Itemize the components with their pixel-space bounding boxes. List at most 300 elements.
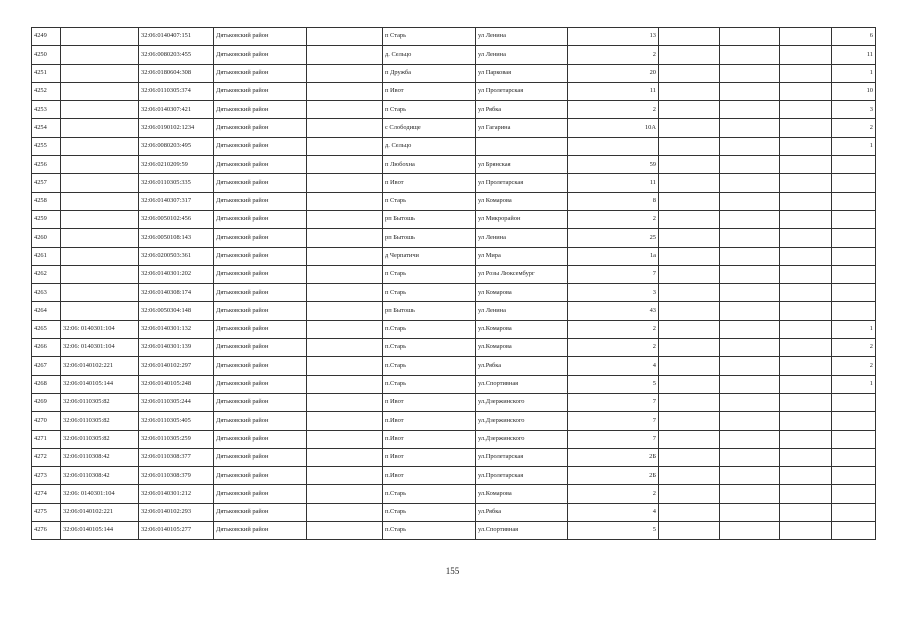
cell-house-number: 2Б [568,448,659,466]
cell-extra [720,485,780,503]
cell-house-number: 2 [568,101,659,119]
cell-cadastral-number: 32:06:0080203:455 [139,46,214,64]
cell-house-number: 7 [568,265,659,283]
cell-parent-cadastral-number [61,210,139,228]
cell-apartment-number [832,210,876,228]
cell-locality: п Любохна [383,156,476,174]
table-row [32,320,876,338]
cell-locality: д Черпатичи [383,247,476,265]
cell-empty [780,156,832,174]
cell-locality: п Старь [383,192,476,210]
cell-cadastral-number: 32:06:0140105:248 [139,375,214,393]
cell-building [659,229,720,247]
cell-apartment-number: 1 [832,64,876,82]
cell-record-number: 4261 [32,247,61,265]
cell-empty [307,448,383,466]
cell-street: ул Ленина [476,229,568,247]
cell-locality: рп Бытошь [383,302,476,320]
cell-house-number: 10А [568,119,659,137]
cell-empty [780,284,832,302]
cell-parent-cadastral-number [61,284,139,302]
cell-cadastral-number: 32:06:0110305:259 [139,430,214,448]
cell-district: Дятьковский район [214,192,307,210]
cell-parent-cadastral-number: 32:06:0110305:82 [61,412,139,430]
cell-street: ул.Пролетарская [476,448,568,466]
cell-street: ул.Спортивная [476,375,568,393]
cell-district: Дятьковский район [214,284,307,302]
cell-empty [307,192,383,210]
cell-empty [780,247,832,265]
cell-apartment-number [832,412,876,430]
cell-district: Дятьковский район [214,174,307,192]
cell-extra [720,522,780,540]
cell-empty [780,339,832,357]
cell-cadastral-number: 32:06:0200503:361 [139,247,214,265]
cell-street: ул Комарова [476,284,568,302]
cell-cadastral-number: 32:06:0140307:317 [139,192,214,210]
cell-record-number: 4258 [32,192,61,210]
cell-apartment-number: 2 [832,357,876,375]
cell-street: ул.Рябка [476,357,568,375]
cell-apartment-number [832,503,876,521]
cell-district: Дятьковский район [214,156,307,174]
cell-apartment-number: 1 [832,320,876,338]
cell-building [659,192,720,210]
cell-apartment-number [832,156,876,174]
cell-house-number: 25 [568,229,659,247]
cell-apartment-number [832,467,876,485]
cell-house-number: 4 [568,503,659,521]
table-row [32,174,876,192]
cell-parent-cadastral-number [61,46,139,64]
cell-building [659,375,720,393]
cell-record-number: 4276 [32,522,61,540]
cell-empty [780,101,832,119]
cell-cadastral-number: 32:06:0140307:421 [139,101,214,119]
cell-cadastral-number: 32:06:0140407:151 [139,28,214,46]
cell-empty [780,393,832,411]
table-row [32,302,876,320]
cell-street: ул.Комарова [476,320,568,338]
cell-parent-cadastral-number: 32:06: 0140301:104 [61,339,139,357]
cell-empty [307,467,383,485]
cell-record-number: 4265 [32,320,61,338]
cell-cadastral-number: 32:06:0080203:495 [139,137,214,155]
cell-extra [720,119,780,137]
table-row [32,412,876,430]
cell-cadastral-number: 32:06:0050108:143 [139,229,214,247]
cell-street: ул Комарова [476,192,568,210]
cell-record-number: 4249 [32,28,61,46]
cell-street: ул Парковая [476,64,568,82]
cell-street: ул.Рябка [476,503,568,521]
cell-empty [780,485,832,503]
cell-record-number: 4257 [32,174,61,192]
cell-district: Дятьковский район [214,448,307,466]
cell-building [659,448,720,466]
table-row [32,46,876,64]
cell-empty [780,375,832,393]
cell-district: Дятьковский район [214,265,307,283]
cell-empty [307,485,383,503]
cell-district: Дятьковский район [214,82,307,100]
cell-house-number: 13 [568,28,659,46]
cell-locality: рп Бытошь [383,229,476,247]
cell-empty [307,503,383,521]
cell-empty [307,137,383,155]
cell-empty [307,156,383,174]
cell-house-number: 7 [568,412,659,430]
table-row [32,467,876,485]
cell-house-number: 4 [568,357,659,375]
cell-record-number: 4252 [32,82,61,100]
cell-empty [780,430,832,448]
cell-empty [307,210,383,228]
table-row [32,247,876,265]
cell-empty [307,320,383,338]
cell-street: ул Ленина [476,28,568,46]
cell-parent-cadastral-number: 32:06:0140105:144 [61,375,139,393]
cell-locality: с Слободище [383,119,476,137]
cell-parent-cadastral-number [61,192,139,210]
table-row [32,357,876,375]
table-row [32,485,876,503]
table-row [32,101,876,119]
cell-extra [720,156,780,174]
cell-district: Дятьковский район [214,247,307,265]
cell-street: ул.Комарова [476,485,568,503]
table-row [32,522,876,540]
cell-locality: д. Сельцо [383,137,476,155]
cell-district: Дятьковский район [214,229,307,247]
cell-cadastral-number: 32:06:0110305:374 [139,82,214,100]
cell-extra [720,503,780,521]
cell-street: ул Гагарина [476,119,568,137]
cell-apartment-number: 10 [832,82,876,100]
cell-cadastral-number: 32:06:0050102:456 [139,210,214,228]
cell-parent-cadastral-number [61,82,139,100]
cell-cadastral-number: 32:06:0050304:148 [139,302,214,320]
cell-locality: д. Сельцо [383,46,476,64]
cell-cadastral-number: 32:06:0180604:308 [139,64,214,82]
cell-record-number: 4270 [32,412,61,430]
cell-street: ул.Спортивная [476,522,568,540]
cell-building [659,210,720,228]
cell-district: Дятьковский район [214,339,307,357]
cell-building [659,503,720,521]
cell-extra [720,320,780,338]
cell-street: ул Пролетарская [476,82,568,100]
cell-building [659,284,720,302]
cell-extra [720,448,780,466]
cell-empty [307,174,383,192]
table-row [32,64,876,82]
cell-locality: п.Старь [383,485,476,503]
cell-cadastral-number: 32:06:0190102:1234 [139,119,214,137]
cell-parent-cadastral-number: 32:06:0140105:144 [61,522,139,540]
cell-cadastral-number: 32:06:0140308:174 [139,284,214,302]
cell-district: Дятьковский район [214,467,307,485]
cell-district: Дятьковский район [214,302,307,320]
cell-extra [720,412,780,430]
cell-extra [720,28,780,46]
cell-record-number: 4274 [32,485,61,503]
cell-record-number: 4275 [32,503,61,521]
cell-house-number: 1а [568,247,659,265]
cell-locality: рп Бытошь [383,210,476,228]
cell-cadastral-number: 32:06:0110305:244 [139,393,214,411]
cell-street: ул Брянская [476,156,568,174]
cell-building [659,320,720,338]
cell-cadastral-number: 32:06:0140301:139 [139,339,214,357]
cell-house-number: 11 [568,82,659,100]
cell-parent-cadastral-number [61,137,139,155]
cell-parent-cadastral-number [61,229,139,247]
cell-cadastral-number: 32:06:0110308:379 [139,467,214,485]
cell-parent-cadastral-number [61,64,139,82]
cell-parent-cadastral-number [61,28,139,46]
cell-locality: п Ивот [383,448,476,466]
cell-apartment-number [832,485,876,503]
cell-record-number: 4268 [32,375,61,393]
cell-district: Дятьковский район [214,64,307,82]
cell-extra [720,174,780,192]
cell-house-number: 3 [568,284,659,302]
page-number: 155 [445,566,460,576]
cell-locality: п.Старь [383,503,476,521]
cell-record-number: 4256 [32,156,61,174]
cell-house-number: 7 [568,393,659,411]
cell-house-number: 20 [568,64,659,82]
cell-street: ул Ленина [476,302,568,320]
cell-apartment-number: 1 [832,375,876,393]
cell-house-number: 2 [568,485,659,503]
cell-record-number: 4269 [32,393,61,411]
cell-house-number: 2 [568,339,659,357]
table-row [32,156,876,174]
cell-parent-cadastral-number [61,302,139,320]
cell-empty [780,412,832,430]
cell-house-number [568,137,659,155]
cell-record-number: 4262 [32,265,61,283]
cell-extra [720,265,780,283]
cell-street: ул.Комарова [476,339,568,357]
cell-parent-cadastral-number: 32:06:0140102:221 [61,503,139,521]
cell-apartment-number: 3 [832,101,876,119]
cell-empty [307,430,383,448]
cell-extra [720,82,780,100]
cell-empty [780,448,832,466]
cell-cadastral-number: 32:06:0140301:132 [139,320,214,338]
cell-parent-cadastral-number: 32:06: 0140301:104 [61,485,139,503]
cell-building [659,485,720,503]
cell-district: Дятьковский район [214,485,307,503]
cell-building [659,412,720,430]
cell-building [659,174,720,192]
cell-apartment-number [832,522,876,540]
cell-extra [720,357,780,375]
cell-apartment-number [832,192,876,210]
table-row [32,28,876,46]
cell-apartment-number [832,302,876,320]
cell-building [659,522,720,540]
cell-empty [307,375,383,393]
cell-record-number: 4250 [32,46,61,64]
table-row [32,137,876,155]
cell-record-number: 4264 [32,302,61,320]
cell-district: Дятьковский район [214,320,307,338]
cell-empty [780,210,832,228]
cell-empty [780,320,832,338]
cell-locality: п.Ивот [383,412,476,430]
cell-empty [780,174,832,192]
cell-building [659,302,720,320]
cell-district: Дятьковский район [214,28,307,46]
cell-extra [720,247,780,265]
cell-apartment-number [832,448,876,466]
cell-extra [720,64,780,82]
cell-building [659,357,720,375]
table-row [32,284,876,302]
cell-extra [720,229,780,247]
cell-district: Дятьковский район [214,522,307,540]
cell-building [659,82,720,100]
cell-apartment-number: 1 [832,137,876,155]
cell-district: Дятьковский район [214,210,307,228]
cell-empty [307,302,383,320]
cell-extra [720,393,780,411]
cell-apartment-number [832,247,876,265]
cell-district: Дятьковский район [214,375,307,393]
cell-extra [720,467,780,485]
cell-extra [720,210,780,228]
cell-parent-cadastral-number: 32:06:0110305:82 [61,393,139,411]
cell-parent-cadastral-number [61,156,139,174]
cell-empty [307,522,383,540]
cell-locality: п Дружба [383,64,476,82]
cell-empty [780,357,832,375]
cell-cadastral-number: 32:06:0140105:277 [139,522,214,540]
cell-empty [780,46,832,64]
cell-record-number: 4267 [32,357,61,375]
cell-building [659,119,720,137]
cell-building [659,339,720,357]
cell-house-number: 11 [568,174,659,192]
cell-extra [720,192,780,210]
cell-empty [307,101,383,119]
cell-cadastral-number: 32:06:0140301:212 [139,485,214,503]
cell-record-number: 4260 [32,229,61,247]
cell-empty [307,284,383,302]
cell-empty [307,28,383,46]
cell-empty [307,82,383,100]
cell-building [659,467,720,485]
cell-district: Дятьковский район [214,101,307,119]
table-row [32,82,876,100]
cell-district: Дятьковский район [214,393,307,411]
cell-district: Дятьковский район [214,46,307,64]
cell-empty [307,229,383,247]
table-row [32,229,876,247]
cell-building [659,137,720,155]
cell-apartment-number: 6 [832,28,876,46]
cell-apartment-number [832,284,876,302]
table-row [32,339,876,357]
cell-locality: п.Старь [383,357,476,375]
cell-cadastral-number: 32:06:0210209:59 [139,156,214,174]
cell-cadastral-number: 32:06:0110305:405 [139,412,214,430]
cell-empty [307,339,383,357]
cell-locality: п.Старь [383,375,476,393]
cell-parent-cadastral-number [61,174,139,192]
cell-empty [307,393,383,411]
cell-parent-cadastral-number [61,101,139,119]
cell-apartment-number [832,265,876,283]
cell-empty [780,28,832,46]
cell-apartment-number [832,393,876,411]
cell-record-number: 4263 [32,284,61,302]
cell-cadastral-number: 32:06:0140301:202 [139,265,214,283]
cell-locality: п.Старь [383,522,476,540]
cell-locality: п Старь [383,284,476,302]
cell-building [659,46,720,64]
cell-record-number: 4253 [32,101,61,119]
cell-street: ул.Дзержинского [476,412,568,430]
cell-record-number: 4251 [32,64,61,82]
cell-cadastral-number: 32:06:0110308:377 [139,448,214,466]
cell-empty [780,265,832,283]
cell-empty [780,64,832,82]
cell-parent-cadastral-number [61,247,139,265]
cell-parent-cadastral-number: 32:06: 0140301:104 [61,320,139,338]
cell-empty [780,119,832,137]
cell-empty [307,357,383,375]
cell-building [659,101,720,119]
cell-record-number: 4254 [32,119,61,137]
cell-extra [720,339,780,357]
cell-empty [780,137,832,155]
cell-building [659,156,720,174]
cell-extra [720,137,780,155]
cell-house-number: 59 [568,156,659,174]
cell-parent-cadastral-number: 32:06:0110308:42 [61,467,139,485]
cell-empty [307,46,383,64]
cell-extra [720,46,780,64]
table-row [32,430,876,448]
cell-extra [720,302,780,320]
cell-locality: п Ивот [383,174,476,192]
cell-apartment-number [832,229,876,247]
cell-locality: п.Ивот [383,430,476,448]
cell-locality: п Ивот [383,82,476,100]
cell-house-number: 2 [568,46,659,64]
cell-street: ул.Пролетарская [476,467,568,485]
cell-extra [720,284,780,302]
cell-apartment-number [832,430,876,448]
cell-building [659,247,720,265]
cell-house-number: 5 [568,375,659,393]
cell-parent-cadastral-number: 32:06:0110305:82 [61,430,139,448]
table-row [32,448,876,466]
cell-cadastral-number: 32:06:0110305:335 [139,174,214,192]
cell-locality: п.Старь [383,339,476,357]
table-row [32,210,876,228]
cell-district: Дятьковский район [214,412,307,430]
cell-locality: п Старь [383,28,476,46]
table-row [32,393,876,411]
cell-record-number: 4255 [32,137,61,155]
cell-street: ул Ленина [476,46,568,64]
